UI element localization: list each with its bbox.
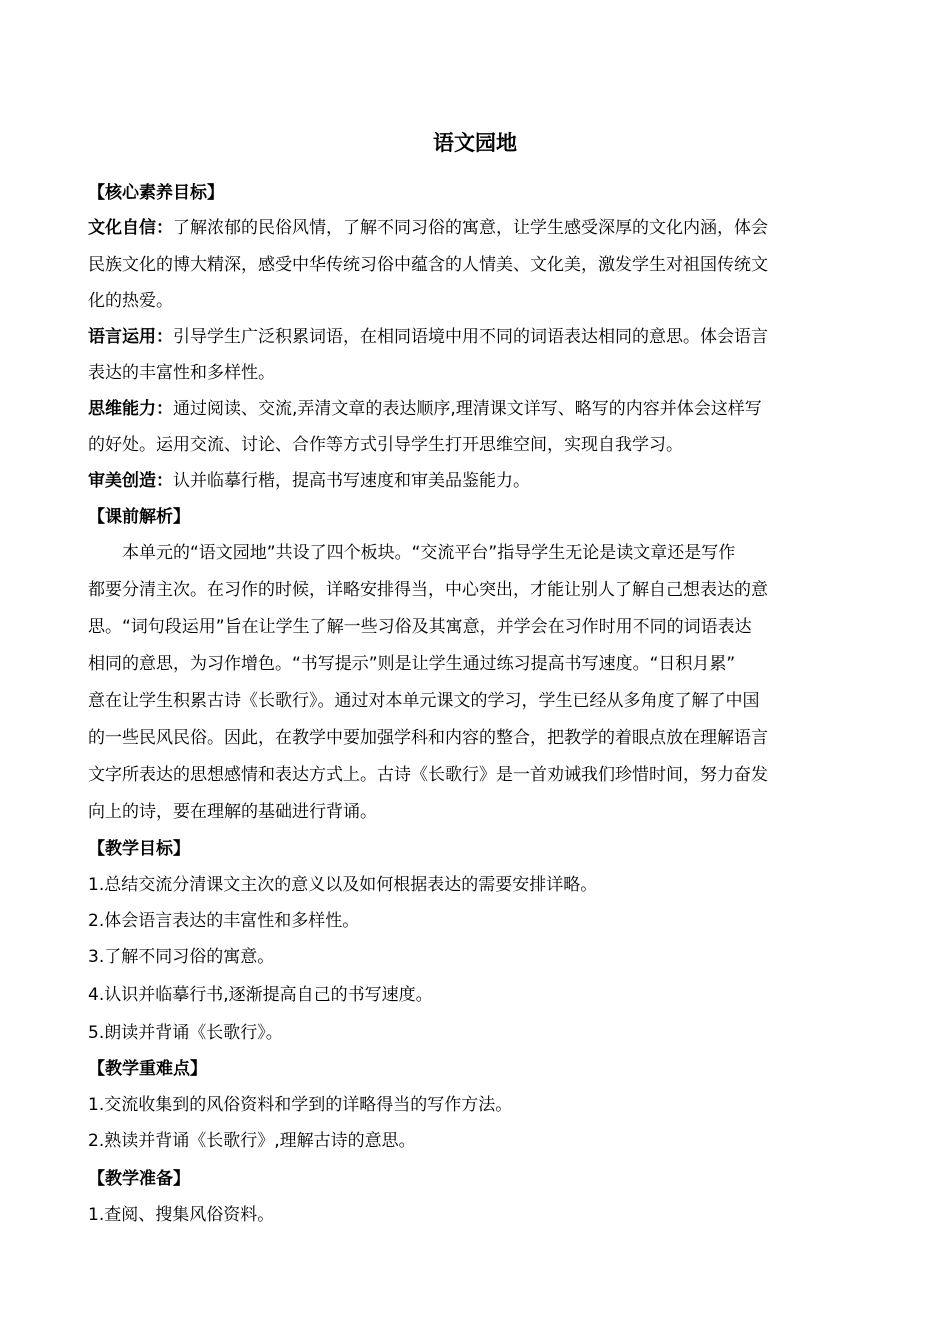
text-line: 相同的意思，为习作增色。“书写提示”则是让学生通过练习提高书写速度。“日积月累” xyxy=(88,654,736,674)
text-line: 文字所表达的思想感情和表达方式上。古诗《长歌行》是一首劝诫我们珍惜时间，努力奋发 xyxy=(88,765,768,785)
label-aesthetics: 审美创造： xyxy=(88,471,173,491)
paragraph-thinking xyxy=(88,396,863,422)
page-title: 语文园地 xyxy=(433,131,517,155)
list-item: 5.朗读并背诵《长歌行》。 xyxy=(88,1023,283,1043)
paragraph-language xyxy=(88,324,863,350)
text-line: 认并临摹行楷，提高书写速度和审美品鉴能力。 xyxy=(173,471,530,491)
text-line: 引导学生广泛积累词语，在相同语境中用不同的词语表达相同的意思。体会语言 xyxy=(173,327,768,347)
paragraph-culture xyxy=(88,215,863,241)
text-line: 表达的丰富性和多样性。 xyxy=(88,363,275,383)
list-item: 2.熟读并背诵《长歌行》,理解古诗的意思。 xyxy=(88,1131,416,1151)
list-item: 1.查阅、搜集风俗资料。 xyxy=(88,1205,275,1225)
list-item: 2.体会语言表达的丰富性和多样性。 xyxy=(88,911,360,931)
list-item: 1.交流收集到的风俗资料和学到的详略得当的写作方法。 xyxy=(88,1095,513,1115)
list-item: 3.了解不同习俗的寓意。 xyxy=(88,947,275,967)
list-item: 4.认识并临摹行书,逐渐提高自己的书写速度。 xyxy=(88,985,433,1005)
text-line: 意在让学生积累古诗《长歌行》。通过对本单元课文的学习，学生已经从多角度了解了中国 xyxy=(88,691,760,711)
text-line: 化的热爱。 xyxy=(88,291,173,311)
text-line: 了解浓郁的民俗风情，了解不同习俗的寓意，让学生感受深厚的文化内涵，体会 xyxy=(173,218,768,238)
text-line: 都要分清主次。在习作的时候，详略安排得当，中心突出，才能让别人了解自己想表达的意 xyxy=(88,580,768,600)
paragraph-aesthetics xyxy=(88,468,863,494)
text-line: 的好处。运用交流、讨论、合作等方式引导学生打开思维空间，实现自我学习。 xyxy=(88,435,683,455)
text-line: 向上的诗，要在理解的基础进行背诵。 xyxy=(88,802,377,822)
text-line: 思。“词句段运用”旨在让学生了解一些习俗及其寓意，并学会在习作时用不同的词语表达 xyxy=(88,617,752,637)
list-item: 1.总结交流分清课文主次的意义以及如何根据表达的需要安排详略。 xyxy=(88,875,598,895)
label-language: 语言运用： xyxy=(88,327,173,347)
label-thinking: 思维能力： xyxy=(88,399,173,419)
text-line: 本单元的“语文园地”共设了四个板块。“交流平台”指导学生无论是读文章还是写作 xyxy=(122,543,736,563)
heading-key-points: 【教学重难点】 xyxy=(88,1059,207,1079)
heading-core-goals: 【核心素养目标】 xyxy=(88,183,224,203)
heading-preparation: 【教学准备】 xyxy=(88,1169,190,1189)
label-culture: 文化自信： xyxy=(88,218,173,238)
heading-pre-analysis: 【课前解析】 xyxy=(88,507,190,527)
heading-teaching-goals: 【教学目标】 xyxy=(88,839,190,859)
text-line: 的一些民风民俗。因此，在教学中要加强学科和内容的整合，把教学的着眼点放在理解语言 xyxy=(88,728,768,748)
text-line: 通过阅读、交流,弄清文章的表达顺序,理清课文详写、略写的内容并体会这样写 xyxy=(173,399,762,419)
text-line: 民族文化的博大精深，感受中华传统习俗中蕴含的人情美、文化美，激发学生对祖国传统文 xyxy=(88,255,768,275)
